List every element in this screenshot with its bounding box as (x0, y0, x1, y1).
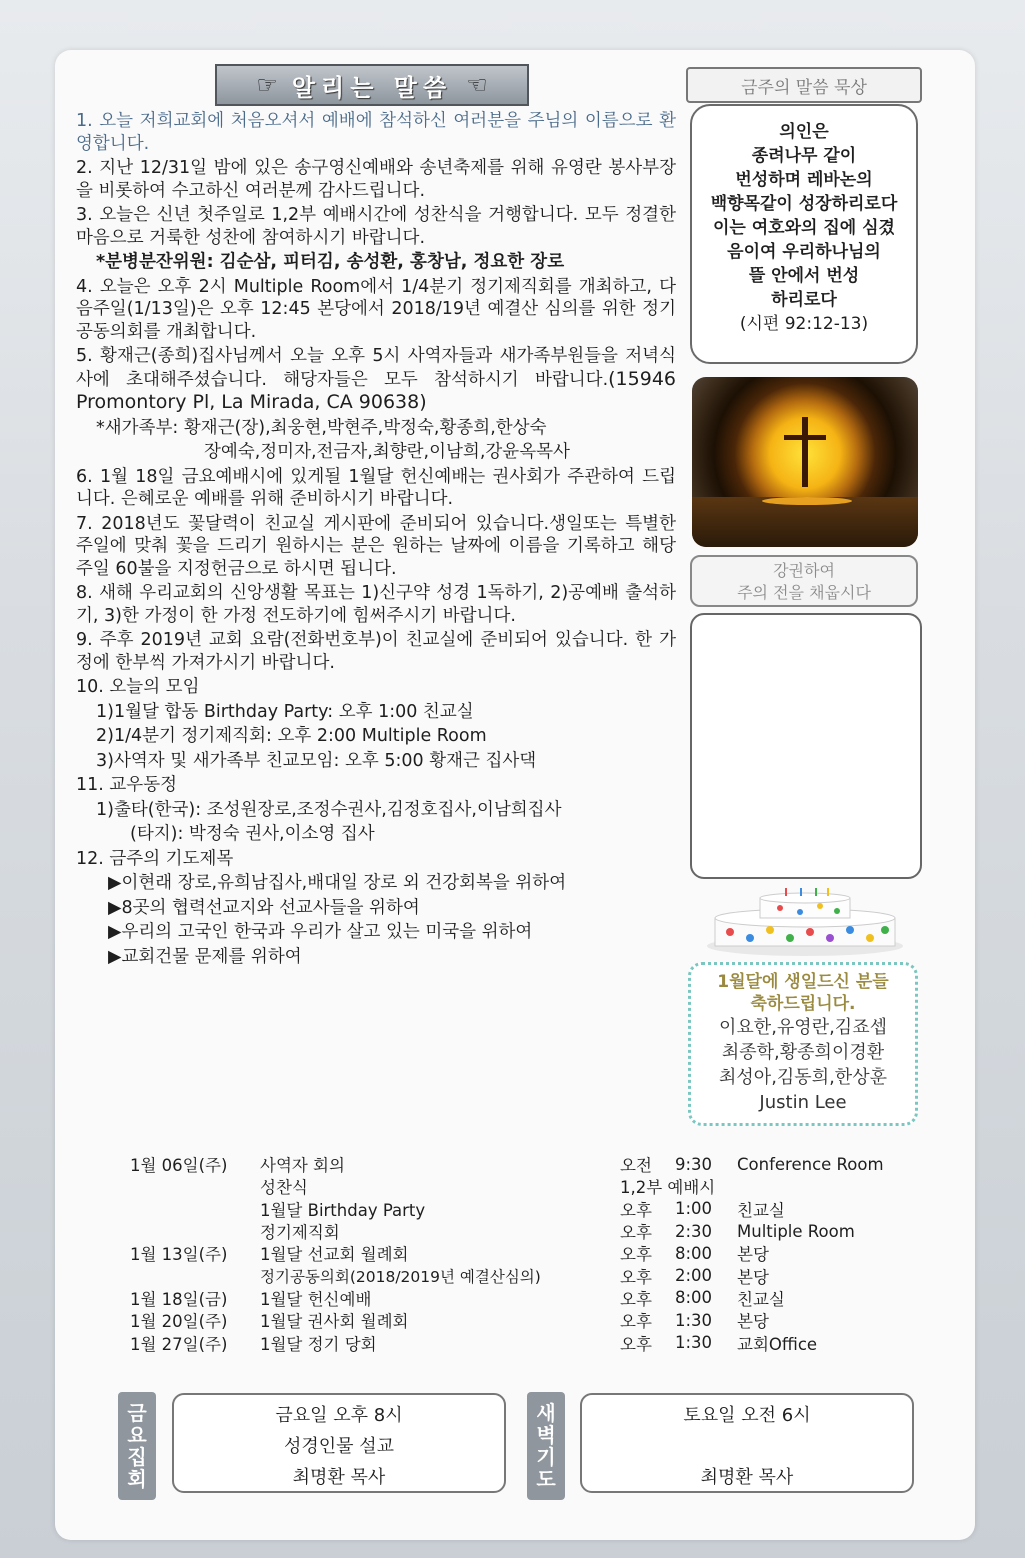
cross-sunset-image (692, 377, 918, 547)
announcement-1: 1. 오늘 저희교회에 처음오셔서 예배에 참석하신 여러분을 주님의 이름으로 환영합니다. (76, 111, 676, 154)
meditation-title: 금주의 말씀 묵상 (686, 67, 922, 103)
birthday-names: 최종학,황종희이경환 (721, 1042, 885, 1063)
schedule-ampm: 오전 (620, 1156, 652, 1176)
schedule-event: 정기제직회 (260, 1223, 340, 1243)
dawn-prayer-box (580, 1393, 914, 1493)
birthday-box (688, 962, 918, 1126)
label-char: 요 (127, 1423, 147, 1447)
heading-title: 알리는 말씀 (291, 73, 453, 102)
verse-line: 번성하며 레바논의 (735, 170, 873, 190)
friday-topic: 성경인물 설교 (283, 1436, 395, 1457)
birthday-title-1: 1월달에 생일드신 분들 (717, 972, 889, 992)
schedule-row (115, 1309, 915, 1331)
schedule-time: 1:30 (675, 1310, 713, 1330)
announcement-5-note-2: 장예숙,정미자,전금자,최향란,이남희,강윤옥목사 (204, 442, 570, 462)
dawn-speaker: 최명환 목사 (700, 1467, 794, 1488)
schedule-place: 친교실 (737, 1289, 785, 1309)
dawn-time: 토요일 오전 6시 (683, 1405, 811, 1426)
birthday-names: 이요한,유영란,김죠셉 (719, 1017, 887, 1038)
announcement-7: 7. 2018년도 꽃달력이 친교실 게시판에 준비되어 있습니다.생일또는 특별한 주일에 맞춰 꽃을 드리기 원하시는 분은 원하는 날짜에 이름을 기록하고 해당 주일 60불을 지정헌금으로 하시면 됩니다. (76, 513, 676, 579)
schedule-date: 1월 20일(주) (130, 1312, 228, 1332)
birthday-cake-icon (705, 888, 905, 958)
schedule-date: 1월 27일(주) (130, 1334, 228, 1354)
schedule-date: 1월 06일(주) (130, 1156, 228, 1176)
schedule-ampm: 오후 (620, 1312, 652, 1332)
verse-line: 의인은 (779, 122, 829, 142)
friday-time: 금요일 오후 8시 (275, 1405, 403, 1426)
pointing-hand-right-icon: ☞ (256, 71, 278, 99)
monthly-schedule (115, 1153, 915, 1354)
announcement-3-note: *분병분잔위원: 김순삼, 피터김, 송성환, 홍창남, 정요한 장로 (96, 252, 565, 272)
schedule-time: 2:30 (675, 1221, 713, 1241)
schedule-place: 본당 (737, 1245, 769, 1265)
label-char: 회 (127, 1467, 147, 1491)
schedule-place: 친교실 (737, 1200, 785, 1220)
schedule-ampm: 오후 (620, 1245, 652, 1265)
dawn-prayer-label (527, 1392, 565, 1500)
schedule-event: 정기공동의회(2018/2019년 예결산심의) (260, 1267, 541, 1286)
schedule-row (115, 1242, 915, 1264)
schedule-event: 사역자 회의 (260, 1156, 345, 1176)
announcement-5-note-1: *새가족부: 황재근(장),최웅현,박현주,박정숙,황종희,한상숙 (96, 417, 547, 438)
schedule-ampm: 오후 (620, 1223, 652, 1243)
empty-box (690, 613, 922, 879)
verse-line: 뜰 안에서 번성 (748, 266, 860, 286)
schedule-ampm: 1,2부 예배시 (620, 1178, 716, 1198)
verse-line: 종려나무 같이 (751, 146, 857, 166)
schedule-place: 본당 (737, 1267, 769, 1287)
schedule-event: 1월달 Birthday Party (260, 1200, 426, 1220)
label-char: 도 (536, 1467, 556, 1491)
schedule-event: 성찬식 (260, 1178, 308, 1198)
schedule-ampm: 오후 (620, 1200, 652, 1220)
announcement-5-address: (15946 Promontory Pl, La Mirada, CA 90638) (76, 367, 676, 413)
announcement-9: 9. 주후 2019년 교회 요람(전화번호부)이 친교실에 준비되어 있습니다. 한 가정에 한부씩 가져가시기 바랍니다. (76, 630, 676, 673)
schedule-row (115, 1287, 915, 1309)
campaign-line-1: 강권하여 (773, 561, 835, 580)
schedule-time: 9:30 (675, 1154, 713, 1174)
schedule-place: 본당 (737, 1312, 769, 1332)
announcement-8: 8. 새해 우리교회의 신앙생활 목표는 1)신구약 성경 1독하기, 2)공예배 출석하기, 3)한 가정이 한 가정 전도하기에 힘써주시기 바랍니다. (76, 583, 676, 626)
meeting-2: 2)1/4분기 정기제직회: 오후 2:00 Multiple Room (96, 726, 487, 746)
announcement-11: 11. 교우동정 (76, 775, 178, 795)
prayer-1: ▶이현래 장로,유희남집사,배대일 장로 외 건강회복을 위하여 (108, 873, 567, 893)
verse-line: 이는 여호와의 집에 심겼 (713, 218, 895, 238)
meeting-3: 3)사역자 및 새가족부 친교모임: 오후 5:00 황재근 집사댁 (96, 750, 537, 771)
campaign-line-2: 주의 전을 채웁시다 (737, 583, 871, 602)
announcement-10: 10. 오늘의 모임 (76, 677, 200, 697)
schedule-event: 1월달 정기 당회 (260, 1334, 377, 1354)
announcement-3: 3. 오늘은 신년 첫주일로 1,2부 예배시간에 성찬식을 거행합니다. 모두 정결한 마음으로 거룩한 성찬에 참여하시기 바랍니다. (76, 205, 676, 248)
schedule-ampm: 오후 (620, 1334, 652, 1354)
birthday-names: Justin Lee (759, 1092, 847, 1113)
schedule-row (115, 1331, 915, 1353)
meeting-1: 1)1월달 합동 Birthday Party: 오후 1:00 친교실 (96, 701, 474, 722)
schedule-time: 1:30 (675, 1333, 713, 1353)
friday-speaker: 최명환 목사 (292, 1467, 386, 1488)
verse-line: 하리로다 (771, 290, 837, 310)
label-char: 기 (536, 1445, 556, 1469)
announcement-2: 2. 지난 12/31일 밤에 있은 송구영신예배와 송년축제를 위해 유영란 봉사부장을 비롯하여 수고하신 여러분께 감사드립니다. (76, 158, 676, 201)
label-char: 금 (127, 1401, 147, 1425)
member-news-2: (타지): 박정숙 권사,이소영 집사 (130, 824, 375, 844)
schedule-ampm: 오후 (620, 1289, 652, 1309)
label-char: 벽 (536, 1423, 556, 1447)
pointing-hand-left-icon: ☜ (466, 71, 488, 99)
verse-reference: (시편 92:12-13) (739, 314, 869, 334)
schedule-event: 1월달 헌신예배 (260, 1289, 372, 1309)
schedule-place: Conference Room (737, 1154, 884, 1174)
schedule-ampm: 오후 (620, 1267, 652, 1287)
announcement-4: 4. 오늘은 오후 2시 Multiple Room에서 1/4분기 정기제직회를 개최하고, 다음주일(1/13일)은 오후 12:45 본당에서 2018/19년 예결산 심의를 위한 정기공동의회를 개최합니다. (76, 276, 676, 342)
member-news-1: 1)출타(한국): 조성원장로,조정수권사,김정호집사,이남희집사 (96, 799, 562, 820)
friday-meeting-label (118, 1392, 156, 1500)
schedule-row (115, 1153, 915, 1175)
schedule-time: 8:00 (675, 1288, 713, 1308)
sun-reflection-shape (762, 497, 852, 505)
announcements-heading (215, 64, 529, 106)
birthday-names: 최성아,김동희,한상훈 (719, 1067, 887, 1088)
announcement-5 (76, 345, 676, 415)
schedule-date: 1월 13일(주) (130, 1245, 228, 1265)
schedule-time: 8:00 (675, 1243, 713, 1263)
schedule-event: 1월달 권사회 월례회 (260, 1312, 409, 1332)
announcements-list (76, 110, 676, 970)
dawn-spacer (582, 1431, 912, 1462)
prayer-4: ▶교회건물 문제를 위하여 (108, 946, 302, 967)
schedule-row (115, 1264, 915, 1286)
campaign-banner (690, 555, 918, 607)
schedule-row (115, 1220, 915, 1242)
cross-bar-shape (784, 435, 826, 440)
birthday-title-2: 축하드립니다. (750, 994, 856, 1014)
verse-line: 백향목같이 성장하리로다 (710, 194, 898, 214)
label-char: 집 (127, 1445, 147, 1469)
announcement-5-text: 5. 황재근(종희)집사님께서 오늘 오후 5시 사역자들과 새가족부원들을 저녁식사에 초대해주셨습니다. 해당자들은 모두 참석하시기 바랍니다. (76, 346, 676, 390)
schedule-event: 1월달 선교회 월례회 (260, 1245, 409, 1265)
schedule-place: Multiple Room (737, 1221, 855, 1241)
verse-line: 음이여 우리하나님의 (727, 242, 881, 262)
schedule-date: 1월 18일(금) (130, 1289, 228, 1309)
schedule-place: 교회Office (737, 1334, 818, 1354)
prayer-3: ▶우리의 고국인 한국과 우리가 살고 있는 미국을 위하여 (108, 922, 533, 942)
prayer-2: ▶8곳의 협력선교지와 선교사들을 위하여 (108, 897, 420, 918)
announcement-6: 6. 1월 18일 금요예배시에 있게될 1월달 헌신예배는 권사회가 주관하여 드립니다. 은혜로운 예배를 위해 준비하시기 바랍니다. (76, 466, 676, 509)
schedule-row (115, 1175, 915, 1197)
cross-icon (802, 417, 808, 487)
friday-meeting-box (172, 1393, 506, 1493)
meditation-verse-box (690, 104, 918, 364)
schedule-row (115, 1198, 915, 1220)
label-char: 새 (536, 1401, 556, 1425)
schedule-time: 2:00 (675, 1266, 713, 1286)
schedule-time: 1:00 (675, 1199, 713, 1219)
announcement-12: 12. 금주의 기도제목 (76, 848, 234, 869)
